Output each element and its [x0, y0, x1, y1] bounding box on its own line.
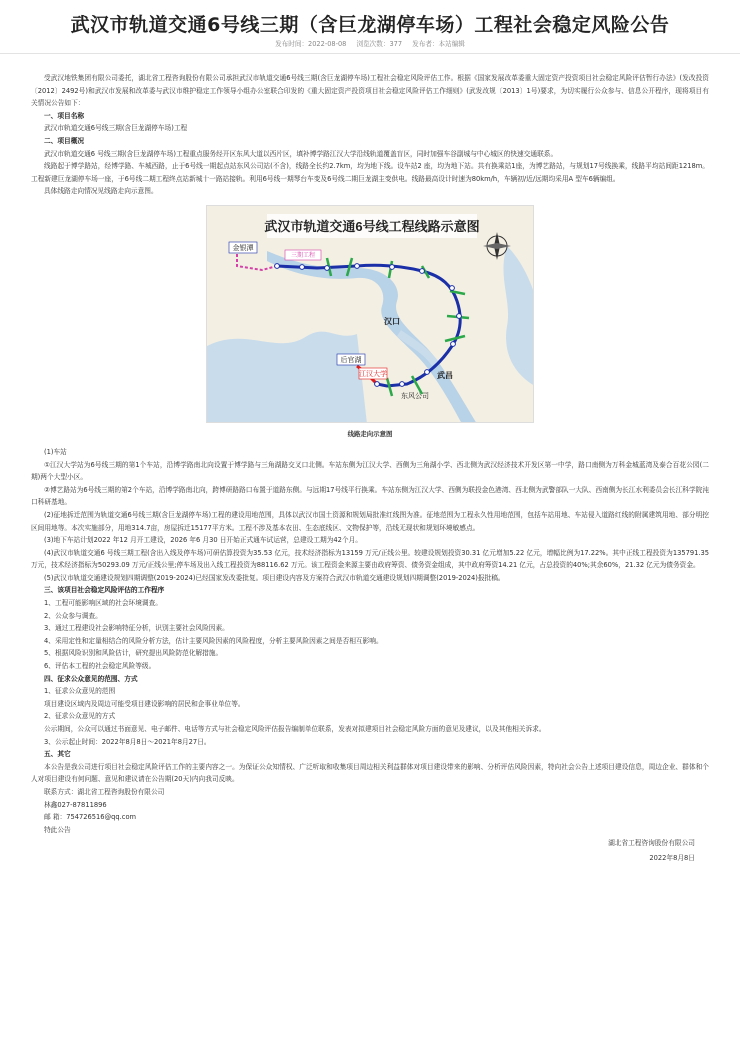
view-count: 浏览次数：377	[356, 40, 403, 48]
station-1-text: ①江汉大学站为6号线三期的第1个车站，沿博学路南北向设置于博学路与三角湖路交叉口北侧。车站东侧为江汉大学、西侧为三角湖小学、西北侧为武汉经济技术开发区第一中学，路口南侧为万科金城蓝湾及泰合百花公园(二期)两个大型小区。	[31, 460, 709, 482]
section-2-paragraph-1: 武汉市轨道交通6 号线三期(含巨龙湖停车场)工程重点服务经开区东风大道以西片区，填补博学路江汉大学沿线轨道覆盖盲区，同时加强车谷副城与中心城区的快速交通联系。	[44, 149, 558, 158]
section-4-3-text: 3、公示起止时间：2022年8月8日～2021年8月27日。	[44, 737, 211, 746]
publisher: 发布者：本站编辑	[412, 40, 465, 48]
label-houguanhu: 后官湖	[340, 356, 362, 364]
section-2-paragraph-3: 具体线路走向情况见线路走向示意图。	[44, 187, 158, 196]
subsection-4: (4)武汉市轨道交通6 号线三期工程(含出入线及停车场)可研估算投资为35.53 亿元，技术经济指标为13159 万元/正线公里。较建设规划投资30.31 亿元增加5.22 亿元，增幅比例为17.22%。其中正线工程投资为135791.35 万元，技术经济指标为50293.09 万元/正线公里;停车场及出入线工程投资为88116.62 万元。该工程资金来源主要由政府筹资、债务资金组成，其中政府筹资14.21 亿元，占总投资的40%;其余60%，21.32 亿元为债务资金。	[31, 548, 709, 570]
label-wuchang: 武昌	[437, 370, 453, 380]
label-hankou: 汉口	[384, 316, 400, 326]
section-3-item: 6、评估本工程的社会稳定风险等级。	[44, 662, 156, 671]
section-3-item: 4、采用定性和定量相结合的风险分析方法，估计主要风险因素的风险程度，分析主要风险因素之间是否相互影响。	[44, 636, 383, 645]
subsection-1: (1)车站	[44, 447, 67, 456]
section-3-item: 1、工程可能影响区域的社会环境调查。	[44, 599, 162, 608]
section-2-heading: 二、项目概况	[44, 136, 85, 145]
title-divider	[0, 53, 740, 54]
page-title: 武汉市轨道交通6号线三期（含巨龙湖停车场）工程社会稳定风险公告	[70, 14, 670, 36]
contact-unit: 联系方式：湖北省工程咨询股份有限公司	[44, 787, 165, 796]
section-3-item: 3、通过工程建设社会影响特征分析，识别主要社会风险因素。	[44, 624, 229, 633]
signature-block	[31, 836, 709, 866]
route-map-image	[206, 205, 534, 423]
article-body	[0, 72, 740, 866]
map-lake-sw	[207, 332, 367, 423]
intro-paragraph: 受武汉地铁集团有限公司委托，湖北省工程咨询股份有限公司承担武汉市轨道交通6号线三期(含巨龙湖停车场)工程社会稳定风险评估工作。根据《国家发展改革委重大固定资产投资项目社会稳定风险评估暂行办法》(发改投资〔2012〕2492号)和武汉市发展和改革委与武汉市维护稳定工作领导小组办公室联合印发的《重大固定资产投资项目社会稳定风险评估工作细则》(武发改规〔2013〕1号)要求，为切实履行公众参与、信息公开程序，现将项目有关情况公告如下：	[31, 74, 709, 108]
section-4-2-heading: 2、征求公众意见的方式	[44, 712, 116, 721]
section-4-1-text: 项目建设区域内及周边可能受项目建设影响的居民和企事业单位等。	[44, 699, 245, 708]
section-3-heading: 三、该项目社会稳定风险评估的工作程序	[44, 586, 165, 595]
signature-date: 2022年8月8日	[649, 854, 695, 863]
publish-time: 发布时间：2022-08-08	[275, 40, 347, 48]
contact-person: 林鑫027-87811896	[44, 800, 107, 809]
article-meta	[0, 38, 740, 48]
label-jinyintan: 金银潭	[232, 244, 254, 252]
section-4-heading: 四、征求公众意见的范围、方式	[44, 674, 138, 683]
subsection-5: (5)武汉市轨道交通建设规划四期调整(2019-2024)已经国家发改委批复。项目建设内容及方案符合武汉市轨道交通建设规划四期调整(2019-2024)报批稿。	[44, 573, 505, 582]
section-5-text: 本公告是我公司进行项目社会稳定风险评估工作的主要内容之一。为保证公众知情权、广泛听取和收集项目周边相关利益群体对项目建设带来的影响、分析评估风险因素，特向社会公告上述项目建设信息，周边企业、群体和个人对项目建设有何问题、意见和建议请在公告期(20天)内向我司反映。	[31, 762, 709, 784]
label-jianghan-univ: 江汉大学	[359, 370, 387, 378]
section-1-text: 武汉市轨道交通6号线三期(含巨龙湖停车场)工程	[44, 124, 188, 133]
section-3-item: 2、公众参与调查。	[44, 611, 102, 620]
section-5-heading: 五、其它	[44, 750, 71, 759]
subsection-3: (3)地下车站计划2022 年12 月开工建设，2026 年6 月30 日开始正式通车试运营，总建设工期为42个月。	[44, 536, 362, 545]
section-2-paragraph-2: 线路起于博学路站，经博学路、车城西路，止于6号线一期起点站东风公司站(不含)，线路全长约2.7km，均为地下线。设车站2 座，均为地下站。共有换乘站1座，为博艺路站，与规划17号线换乘，线路平均站间距1218m。工程新建巨龙湖停车场一座，于6号线二期工程终点站新城十一路站接轨。利用6号线一期琴台车变及6号线二期巨龙湖主变供电。线路最高设计时速为80km/h，车辆初/近/远期均采用A 型车6辆编组。	[31, 162, 709, 183]
section-1-heading: 一、项目名称	[44, 111, 85, 120]
signature-org: 湖北省工程咨询股份有限公司	[608, 839, 695, 848]
label-phase3: 三期工程	[290, 252, 316, 259]
closing-text: 特此公告	[44, 825, 71, 834]
map-title: 武汉市轨道交通6号线工程线路示意图	[264, 218, 480, 234]
route-map-svg	[207, 206, 534, 423]
subsection-2: (2)征地拆迁范围为轨道交通6号线三期(含巨龙湖停车场)工程的建设用地范围，具体以武汉市国土资源和规划局批准红线图为准。征地范围为工程永久性用地范围，包括车站用地、车站侵入道路红线的附属建筑用地、部分明挖区间用地等。本次实施部分，用地314.7亩，房屋拆迁15177平方米。工程不涉及基本农田、生态底线区、文物保护等，沿线无现状和规划环境敏感点。	[31, 510, 709, 532]
contact-email: 邮 箱：754726516@qq.com	[44, 813, 137, 822]
section-4-2-text: 公示期间，公众可以通过书面意见、电子邮件、电话等方式与社会稳定风险评估报告编制单位联系，发表对拟建项目社会稳定风险方面的意见及建议，以及其他相关诉求。	[44, 725, 546, 733]
station-2-text: ②博艺路站为6号线三期的第2个车站，沿博学路南北向，跨博研路路口布置于道路东侧。与远期17号线平行换乘。车站东侧为江汉大学、西侧为联投金色港湾、西北侧为武警部队一大队、西南侧为长江水利委员会长江科学院沌口科研基地。	[31, 485, 710, 507]
map-caption: 线路走向示意图	[347, 429, 393, 438]
section-3-item: 5、根据风险识别和风险估计，研究提出风险防范化解措施。	[44, 649, 223, 658]
section-4-1-heading: 1、征求公众意见的范围	[44, 687, 116, 696]
label-dongfeng: 东风公司	[401, 392, 429, 400]
